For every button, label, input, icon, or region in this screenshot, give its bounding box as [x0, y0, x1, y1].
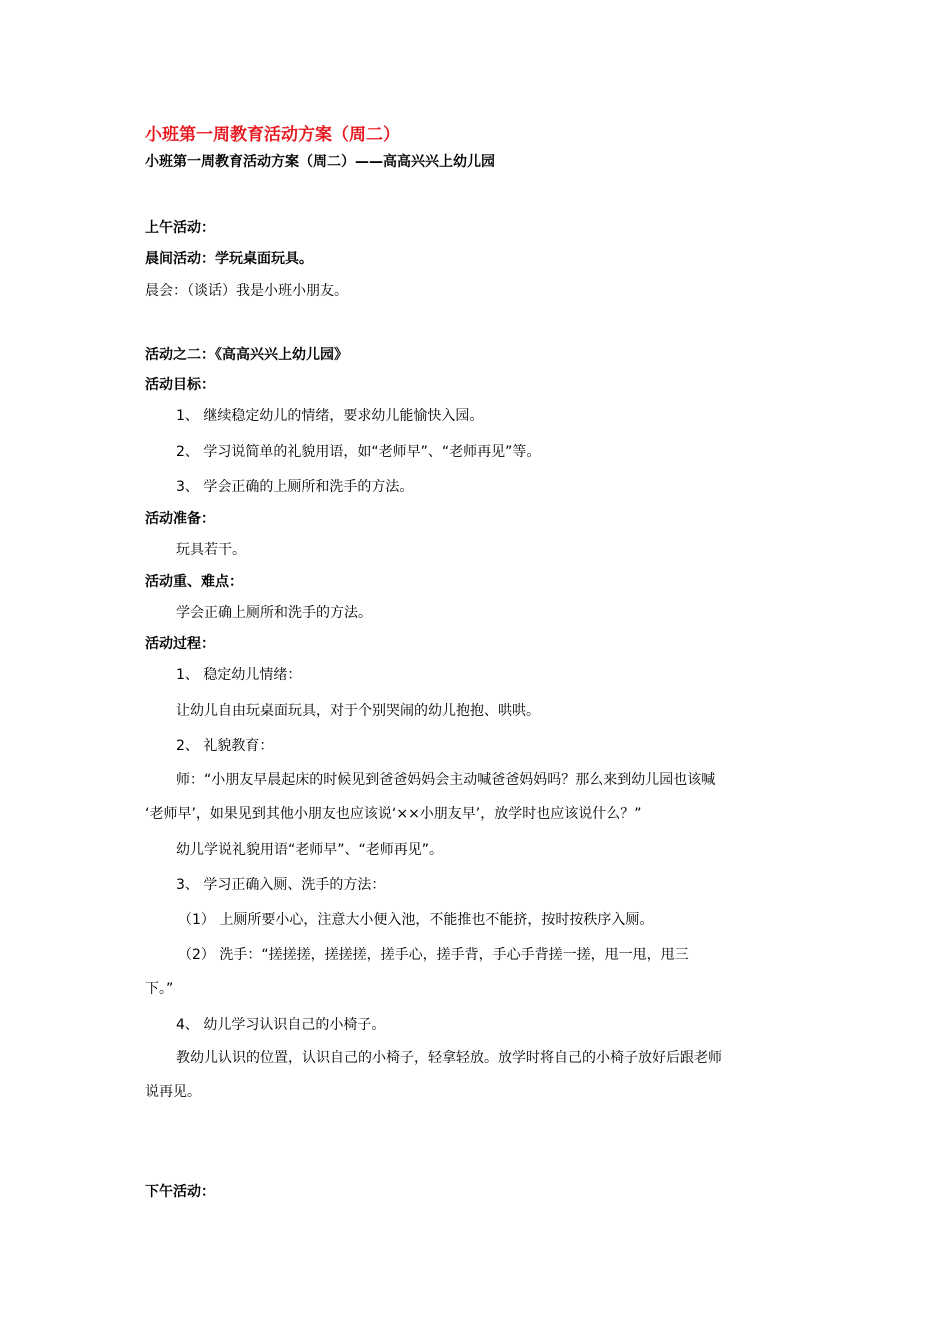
process-text: 说再见。: [145, 1084, 201, 1100]
process-step: 3、 学习正确入厕、洗手的方法：: [176, 877, 386, 893]
prep-heading: 活动准备：: [145, 511, 215, 527]
keypoints-text: 学会正确上厕所和洗手的方法。: [176, 605, 372, 621]
goal-item: 3、 学会正确的上厕所和洗手的方法。: [176, 479, 414, 495]
process-step: 4、 幼儿学习认识自己的小椅子。: [176, 1017, 386, 1033]
morning-meeting: 晨会：（谈话）我是小班小朋友。: [145, 283, 348, 299]
process-substep: （2） 洗手：“搓搓搓，搓搓搓，搓手心，搓手背，手心手背搓一搓，甩一甩，甩三: [178, 947, 689, 963]
process-text: 教幼儿认识的位置，认识自己的小椅子，轻拿轻放。放学时将自己的小椅子放好后跟老师: [176, 1050, 722, 1066]
keypoints-heading: 活动重、难点：: [145, 574, 243, 590]
process-text: 幼儿学说礼貌用语“老师早”、“老师再见”。: [176, 842, 444, 858]
morning-activity: 晨间活动：学玩桌面玩具。: [145, 251, 313, 267]
goal-item: 1、 继续稳定幼儿的情绪，要求幼儿能愉快入园。: [176, 408, 484, 424]
process-heading: 活动过程：: [145, 636, 215, 652]
goals-heading: 活动目标：: [145, 377, 215, 393]
process-text: 师：“小朋友早晨起床的时候见到爸爸妈妈会主动喊爸爸妈妈吗？那么来到幼儿园也该喊: [176, 772, 716, 788]
morning-heading: 上午活动：: [145, 220, 215, 236]
process-substep: （1） 上厕所要小心，注意大小便入池，不能推也不能挤，按时按秩序入厕。: [178, 912, 654, 928]
process-substep: 下。”: [145, 981, 174, 997]
goal-item: 2、 学习说简单的礼貌用语，如“老师早”、“老师再见”等。: [176, 444, 541, 460]
prep-text: 玩具若干。: [176, 542, 246, 558]
document-subtitle: 小班第一周教育活动方案（周二）——高高兴兴上幼儿园: [145, 154, 495, 170]
afternoon-heading: 下午活动：: [145, 1184, 215, 1200]
activity2-heading: 活动之二：《高高兴兴上幼儿园》: [145, 347, 348, 363]
document-title: 小班第一周教育活动方案（周二）: [145, 125, 400, 145]
process-step: 1、 稳定幼儿情绪：: [176, 667, 302, 683]
process-text: ‘老师早’，如果见到其他小朋友也应该说‘××小朋友早’，放学时也应该说什么？”: [145, 806, 642, 822]
process-text: 让幼儿自由玩桌面玩具，对于个别哭闹的幼儿抱抱、哄哄。: [176, 703, 540, 719]
process-step: 2、 礼貌教育：: [176, 738, 274, 754]
